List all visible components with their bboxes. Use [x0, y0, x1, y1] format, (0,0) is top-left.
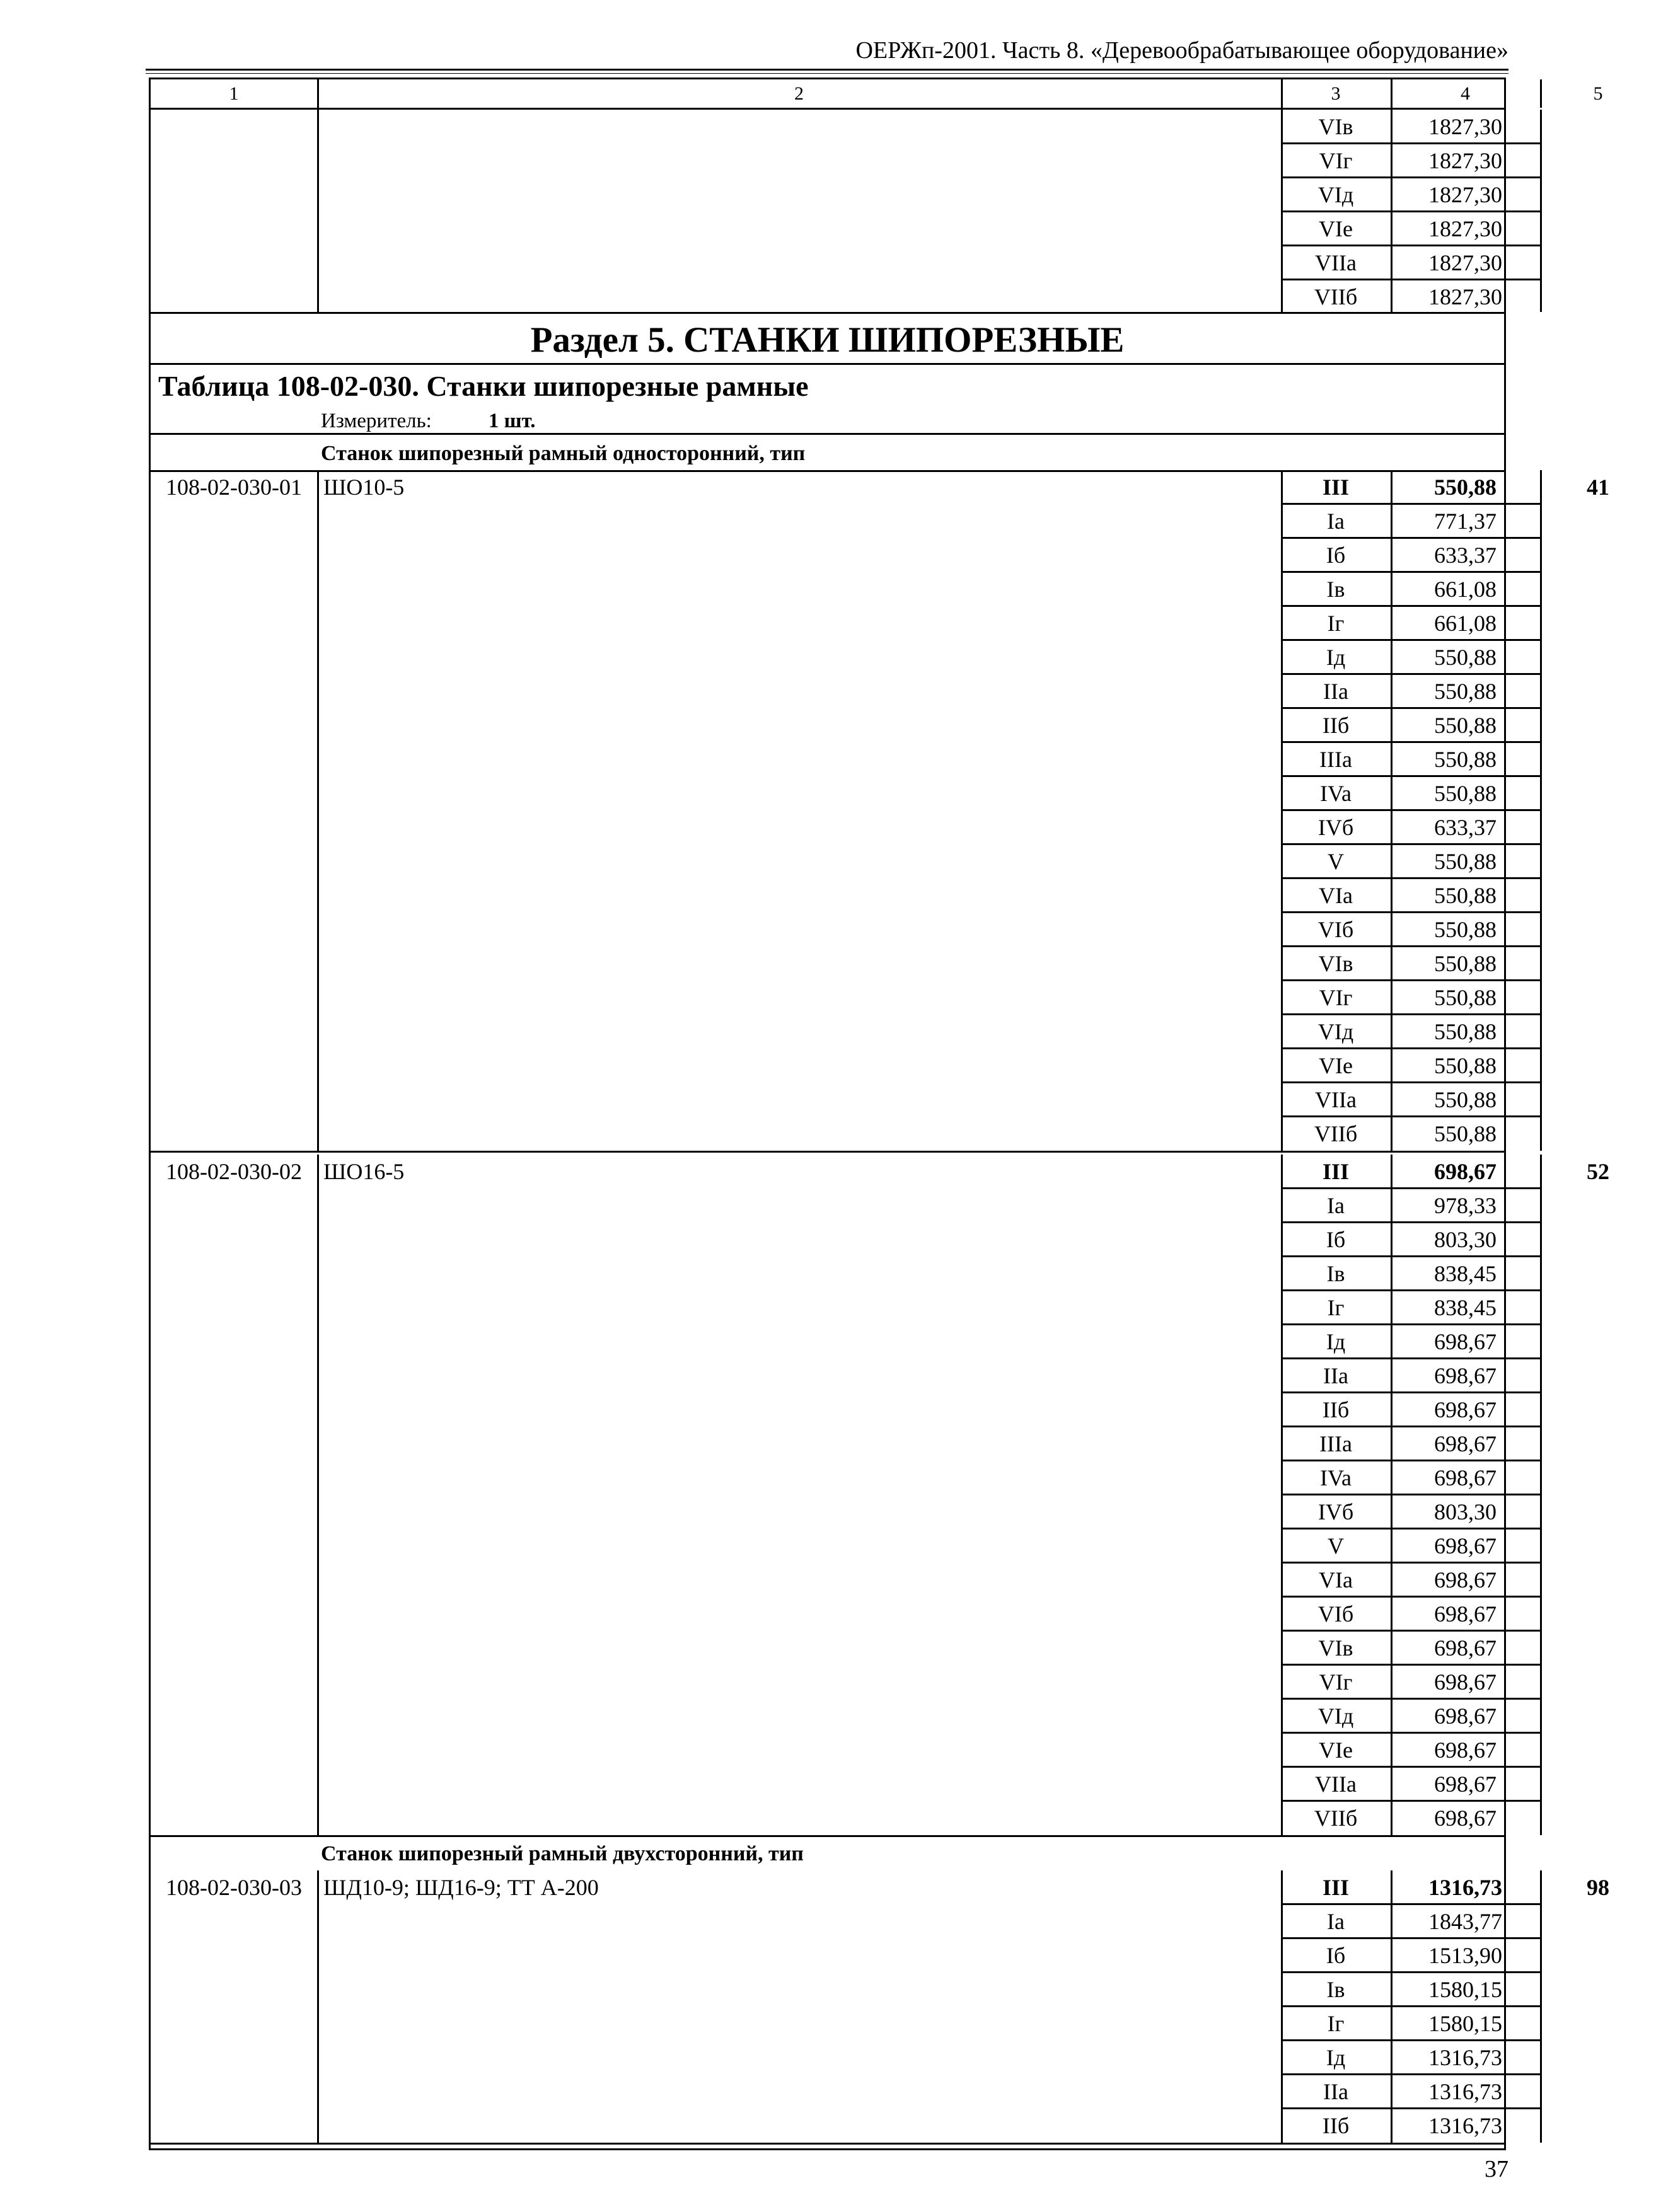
price-value: 1827,30 — [1428, 250, 1502, 275]
roman-class: IVб — [1317, 815, 1354, 840]
row-border — [1281, 945, 1540, 947]
table-row — [151, 981, 1504, 1015]
roman-class: VIд — [1317, 1703, 1354, 1729]
table-row — [151, 1083, 1504, 1117]
row-border — [1281, 1115, 1540, 1117]
price-value: 550,88 — [1434, 883, 1497, 908]
price-value: 1580,15 — [1428, 1977, 1502, 2002]
roman-class: VIв — [1318, 1635, 1353, 1661]
roman-class: VIIa — [1315, 1087, 1357, 1112]
column-number: 3 — [1331, 83, 1341, 104]
row-border — [1281, 1323, 1540, 1325]
price-value: 550,88 — [1434, 781, 1497, 806]
price-value: 978,33 — [1434, 1193, 1497, 1218]
row-border — [151, 433, 1506, 435]
roman-class: Iд — [1326, 2045, 1346, 2070]
table-row — [151, 708, 1504, 742]
top-table-row — [151, 144, 1504, 178]
roman-class: VIe — [1319, 1737, 1353, 1763]
table-row — [151, 1257, 1504, 1291]
row-border — [1281, 245, 1540, 246]
col5-cell — [151, 1155, 1609, 1189]
table-row — [151, 947, 1504, 981]
row-border — [1281, 1357, 1540, 1359]
column-border — [317, 1870, 319, 2143]
table-row — [151, 1393, 1504, 1427]
price-value: 550,88 — [1434, 951, 1497, 976]
price-value: 1827,30 — [1428, 114, 1502, 139]
column-border — [1391, 470, 1393, 1151]
row-border — [1281, 1630, 1540, 1632]
row-border — [1281, 911, 1540, 913]
roman-class: VIб — [1317, 1601, 1354, 1627]
price-value: 550,88 — [1434, 917, 1497, 942]
price-value: 550,88 — [1434, 1019, 1497, 1044]
price-value: 550,88 — [1434, 713, 1497, 738]
item-code: 108-02-030-03 — [166, 1875, 302, 1900]
roman-class: VIв — [1318, 951, 1353, 976]
row-border — [1281, 537, 1540, 539]
price-value: 550,88 — [1434, 475, 1497, 500]
roman-class: IIIa — [1319, 1431, 1352, 1456]
item-code: 108-02-030-01 — [166, 475, 302, 500]
header-rule-thin — [146, 73, 1508, 74]
table-title: Таблица 108-02-030. Станки шипорезные рамные — [158, 370, 809, 402]
table-row — [151, 1049, 1504, 1083]
roman-class: VIa — [1319, 1567, 1353, 1593]
table-row — [151, 810, 1504, 844]
row-border — [1281, 1766, 1540, 1768]
roman-class: V — [1328, 1533, 1344, 1558]
table-row — [151, 844, 1504, 878]
item-name: ШО10-5 — [323, 475, 405, 500]
row-border — [1281, 1221, 1540, 1223]
roman-class: Iб — [1326, 543, 1346, 568]
row-border — [1281, 571, 1540, 573]
row-border — [151, 312, 1506, 314]
page-header: ОЕРЖп-2001. Часть 8. «Деревообрабатывающее оборудование» — [855, 37, 1508, 64]
price-value: 1316,73 — [1428, 2113, 1502, 2138]
row-border — [151, 363, 1506, 365]
row-border — [1281, 2039, 1540, 2041]
row-border — [1281, 1596, 1540, 1598]
row-border — [1281, 210, 1540, 212]
row-border — [1281, 1391, 1540, 1393]
row-border — [1281, 1971, 1540, 1973]
top-table-row — [151, 280, 1504, 314]
column-border — [317, 110, 319, 312]
table-row — [151, 1767, 1504, 1801]
table-row — [151, 1563, 1504, 1597]
table-row — [151, 1529, 1504, 1563]
price-value: 633,37 — [1434, 815, 1497, 840]
price-value: 803,30 — [1434, 1227, 1497, 1252]
table-row — [151, 1015, 1504, 1049]
row-border — [1281, 1937, 1540, 1939]
row-border — [1281, 176, 1540, 178]
table-row — [151, 1325, 1504, 1359]
price-value: 698,67 — [1434, 1329, 1497, 1354]
table-row — [151, 878, 1504, 913]
row-border — [1281, 1047, 1540, 1049]
price-value: 550,88 — [1434, 1053, 1497, 1078]
row-border — [151, 1151, 1506, 1153]
table-row — [151, 1291, 1504, 1325]
price-value: 698,67 — [1434, 1159, 1497, 1184]
table-row — [151, 1904, 1504, 1938]
roman-class: IIa — [1323, 679, 1348, 704]
column-border — [1540, 1155, 1542, 1835]
col5-cell — [151, 1870, 1609, 1904]
roman-class: VIг — [1319, 148, 1353, 173]
row-border — [1281, 1528, 1540, 1529]
roman-class: VIa — [1319, 883, 1353, 908]
price-value: 1316,73 — [1428, 2045, 1502, 2070]
table-row — [151, 1359, 1504, 1393]
item-code: 108-02-030-02 — [166, 1159, 302, 1184]
price-value: 1580,15 — [1428, 2011, 1502, 2036]
price-value: 771,37 — [1434, 509, 1497, 534]
col5-value: 52 — [1587, 1159, 1609, 1184]
roman-class: Iв — [1326, 1261, 1345, 1286]
row-border — [1281, 673, 1540, 675]
column-border — [1391, 79, 1393, 108]
roman-class: VIг — [1319, 985, 1353, 1010]
roman-class: VIe — [1319, 1053, 1353, 1078]
price-value: 1827,30 — [1428, 182, 1502, 207]
roman-class: VIб — [1317, 917, 1354, 942]
price-value: 698,67 — [1434, 1431, 1497, 1456]
table-row — [151, 1189, 1504, 1223]
table-row — [151, 538, 1504, 572]
row-border — [1281, 809, 1540, 811]
roman-class: Iв — [1326, 1977, 1345, 2002]
roman-class: V — [1328, 849, 1344, 874]
item-name: ШД10-9; ШД16-9; ТТ А-200 — [323, 1875, 599, 1900]
top-table-row — [151, 212, 1504, 246]
roman-class: VIд — [1317, 1019, 1354, 1044]
roman-class: VIIб — [1314, 1121, 1358, 1146]
table-row — [151, 1699, 1504, 1733]
col5-cell — [151, 470, 1609, 504]
price-value: 1827,30 — [1428, 284, 1502, 309]
top-table-row — [151, 246, 1504, 280]
table-row — [151, 1733, 1504, 1767]
row-border — [1281, 1494, 1540, 1495]
price-value: 698,67 — [1434, 1567, 1497, 1593]
table-row — [151, 2109, 1504, 2143]
roman-class: IIб — [1322, 713, 1350, 738]
price-value: 550,88 — [1434, 645, 1497, 670]
price-value: 661,08 — [1434, 577, 1497, 602]
row-border — [1281, 1732, 1540, 1734]
top-table-row — [151, 110, 1504, 144]
item-name: ШО16-5 — [323, 1159, 405, 1184]
row-border — [1281, 1426, 1540, 1427]
price-value: 550,88 — [1434, 849, 1497, 874]
price-value: 698,67 — [1434, 1703, 1497, 1729]
top-table-row — [151, 178, 1504, 212]
table-row — [151, 504, 1504, 538]
table-row — [151, 776, 1504, 810]
price-value: 803,30 — [1434, 1499, 1497, 1524]
row-border — [1281, 1013, 1540, 1015]
column-border — [1281, 1870, 1283, 2143]
price-value: 661,08 — [1434, 611, 1497, 636]
column-number: 2 — [794, 83, 804, 104]
row-border — [1281, 877, 1540, 879]
roman-class: Iб — [1326, 1227, 1346, 1252]
row-border — [1281, 1664, 1540, 1666]
roman-class: IIa — [1323, 1363, 1348, 1388]
price-value: 633,37 — [1434, 543, 1497, 568]
column-border — [1391, 1155, 1393, 1835]
column-border — [1540, 110, 1542, 312]
roman-class: IIб — [1322, 1397, 1350, 1422]
table-row — [151, 606, 1504, 640]
price-value: 698,67 — [1434, 1465, 1497, 1490]
row-border — [1281, 741, 1540, 743]
col5-value: 98 — [1587, 1875, 1609, 1900]
roman-class: Iг — [1327, 2011, 1345, 2036]
column-number: 4 — [1461, 83, 1470, 104]
roman-class: IVa — [1320, 1465, 1352, 1490]
roman-class: III — [1322, 1875, 1350, 1900]
roman-class: VIe — [1319, 216, 1353, 241]
table-row — [151, 1938, 1504, 1973]
measure-label: Измеритель: — [321, 410, 432, 432]
row-border — [1281, 1562, 1540, 1564]
price-value: 550,88 — [1434, 985, 1497, 1010]
price-value: 698,67 — [1434, 1533, 1497, 1558]
price-value: 550,88 — [1434, 747, 1497, 772]
table-row — [151, 2041, 1504, 2075]
table-row — [151, 2075, 1504, 2109]
col5-value: 41 — [1587, 475, 1609, 500]
roman-class: VIIб — [1314, 1806, 1358, 1831]
table-row — [151, 1973, 1504, 2007]
price-value: 1316,73 — [1428, 2079, 1502, 2104]
column-number-row — [151, 79, 1603, 108]
roman-class: Ia — [1327, 1909, 1345, 1934]
price-value: 1827,30 — [1428, 148, 1502, 173]
roman-class: VIIб — [1314, 284, 1358, 309]
row-border — [151, 1835, 1506, 1837]
row-border — [1281, 142, 1540, 144]
roman-class: VIIa — [1315, 1771, 1357, 1797]
price-value: 698,67 — [1434, 1397, 1497, 1422]
table-row — [151, 640, 1504, 674]
row-border — [1281, 1460, 1540, 1461]
price-value: 698,67 — [1434, 1635, 1497, 1661]
row-border — [151, 2143, 1506, 2145]
column-border — [1391, 1870, 1393, 2143]
table-row — [151, 572, 1504, 606]
row-border — [1281, 707, 1540, 709]
table-row — [151, 1461, 1504, 1495]
row-border — [1281, 2005, 1540, 2007]
price-value: 550,88 — [1434, 1121, 1497, 1146]
roman-class: VIIa — [1315, 250, 1357, 275]
column-border — [1540, 79, 1542, 108]
roman-class: IIa — [1323, 2079, 1348, 2104]
roman-class: VIд — [1317, 182, 1354, 207]
roman-class: Iд — [1326, 645, 1346, 670]
section-title: Раздел 5. СТАНКИ ШИПОРЕЗНЫЕ — [530, 320, 1125, 360]
price-value: 698,67 — [1434, 1601, 1497, 1627]
table-row — [151, 1495, 1504, 1529]
column-number: 1 — [229, 83, 239, 104]
table-row — [151, 1631, 1504, 1665]
column-border — [1281, 79, 1283, 108]
row-border — [1281, 843, 1540, 845]
price-value: 698,67 — [1434, 1806, 1497, 1831]
table-row — [151, 1427, 1504, 1461]
row-border — [1281, 1255, 1540, 1257]
row-border — [1281, 1289, 1540, 1291]
measure-value: 1 шт. — [488, 410, 536, 432]
column-border — [1281, 1155, 1283, 1835]
column-border — [1281, 470, 1283, 1151]
table-row — [151, 913, 1504, 947]
roman-class: III — [1322, 1159, 1350, 1184]
column-border — [317, 1155, 319, 1835]
row-border — [1281, 2107, 1540, 2109]
table-row — [151, 1223, 1504, 1257]
roman-class: IIб — [1322, 2113, 1350, 2138]
roman-class: IIIa — [1319, 747, 1352, 772]
row-border — [1281, 2073, 1540, 2075]
column-border — [317, 79, 319, 108]
roman-class: Ia — [1327, 509, 1345, 534]
page-number: 37 — [1485, 2156, 1508, 2182]
price-value: 1843,77 — [1428, 1909, 1502, 1934]
price-value: 698,67 — [1434, 1363, 1497, 1388]
table-row — [151, 1117, 1504, 1151]
roman-class: Iд — [1326, 1329, 1346, 1354]
roman-class: IVб — [1317, 1499, 1354, 1524]
column-border — [317, 470, 319, 1151]
row-border — [1281, 279, 1540, 280]
row-border — [1281, 1800, 1540, 1802]
roman-class: Iг — [1327, 611, 1345, 636]
roman-class: Iб — [1326, 1943, 1346, 1968]
row-border — [1281, 979, 1540, 981]
price-value: 698,67 — [1434, 1737, 1497, 1763]
header-rule — [146, 69, 1508, 71]
price-value: 550,88 — [1434, 1087, 1497, 1112]
roman-class: Iг — [1327, 1295, 1345, 1320]
price-value: 698,67 — [1434, 1771, 1497, 1797]
table-row — [151, 742, 1504, 776]
subheader-one-sided: Станок шипорезный рамный односторонний, тип — [321, 442, 806, 465]
price-value: 1513,90 — [1428, 1943, 1502, 1968]
subheader-two-sided: Станок шипорезный рамный двухсторонний, тип — [321, 1842, 804, 1865]
row-border — [1281, 1081, 1540, 1083]
roman-class: Iв — [1326, 577, 1345, 602]
column-number: 5 — [1593, 83, 1603, 104]
table-row — [151, 1801, 1504, 1835]
roman-class: III — [1322, 475, 1350, 500]
table-row — [151, 674, 1504, 708]
price-value: 550,88 — [1434, 679, 1497, 704]
row-border — [1281, 639, 1540, 641]
roman-class: VIг — [1319, 1669, 1353, 1695]
price-table — [149, 78, 1609, 2150]
roman-class: VIв — [1318, 114, 1353, 139]
table-row — [151, 1665, 1504, 1699]
table-row — [151, 1597, 1504, 1631]
column-border — [1540, 1870, 1542, 2143]
row-border — [1281, 775, 1540, 777]
price-value: 698,67 — [1434, 1669, 1497, 1695]
row-border — [1281, 605, 1540, 607]
row-border — [1281, 1698, 1540, 1700]
measure — [321, 407, 535, 435]
price-value: 1316,73 — [1428, 1875, 1502, 1900]
table-row — [151, 2007, 1504, 2041]
price-value: 1827,30 — [1428, 216, 1502, 241]
roman-class: Ia — [1327, 1193, 1345, 1218]
price-value: 838,45 — [1434, 1261, 1497, 1286]
column-border — [1540, 470, 1542, 1151]
roman-class: IVa — [1320, 781, 1352, 806]
price-value: 838,45 — [1434, 1295, 1497, 1320]
